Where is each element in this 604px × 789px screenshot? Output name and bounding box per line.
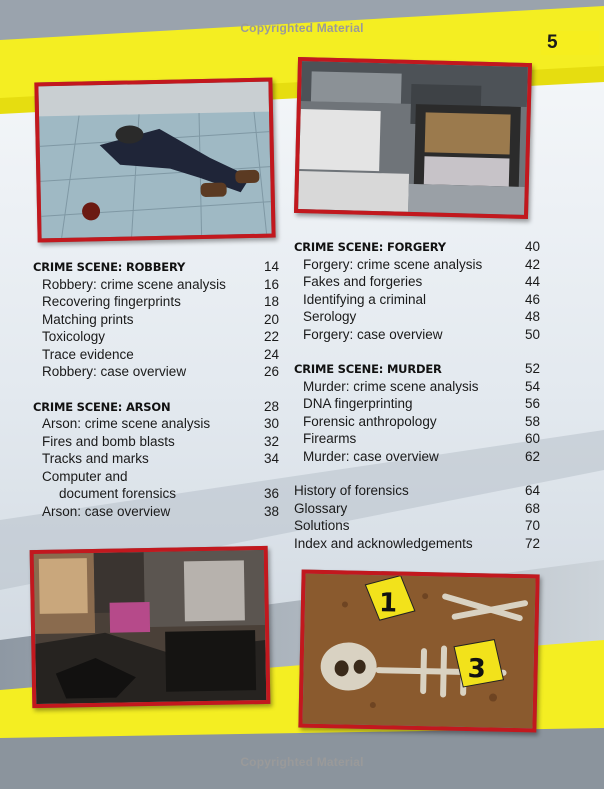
page-number-badge: 5 — [541, 31, 599, 55]
toc-item[interactable]: Fakes and forgeries 44 — [303, 274, 540, 289]
toc-item-glossary[interactable]: Glossary 68 — [294, 500, 540, 516]
toc-spacer — [294, 343, 540, 360]
toc-item[interactable]: Recovering fingerprints 18 — [42, 294, 279, 309]
toc-item[interactable]: Arson: crime scene analysis 30 — [42, 416, 279, 431]
toc-spacer — [33, 381, 279, 398]
toc-item[interactable]: Robbery: case overview 26 — [42, 364, 279, 379]
toc-item[interactable]: Arson: case overview 38 — [42, 503, 279, 519]
toc-right-column — [294, 238, 540, 552]
evidence-briefcase-photo — [294, 57, 532, 219]
burned-room-photo — [30, 546, 271, 708]
toc-item[interactable]: Forgery: crime scene analysis 42 — [303, 256, 540, 272]
toc-item[interactable]: Robbery: crime scene analysis 16 — [42, 276, 279, 292]
svg-text:3: 3 — [467, 654, 487, 685]
toc-item[interactable]: Fires and bomb blasts 32 — [42, 433, 279, 449]
toc-item-index[interactable]: Index and acknowledgements 72 — [294, 535, 540, 551]
toc-item[interactable]: Murder: case overview 62 — [303, 448, 540, 464]
toc-heading-murder[interactable]: CRIME SCENE: MURDER 52 — [294, 361, 540, 376]
toc-item-history[interactable]: History of forensics 64 — [294, 483, 540, 498]
toc-spacer — [294, 465, 540, 482]
toc-left-column — [33, 258, 279, 520]
svg-text:1: 1 — [378, 588, 398, 619]
toc-item-solutions[interactable]: Solutions 70 — [294, 518, 540, 533]
copyright-watermark-bottom: Copyrighted Material — [240, 755, 364, 769]
copyright-watermark-top: Copyrighted Material — [240, 21, 364, 35]
toc-item[interactable]: Forensic anthropology 58 — [303, 413, 540, 429]
toc-item[interactable]: Matching prints 20 — [42, 311, 279, 327]
toc-item[interactable]: Tracks and marks 34 — [42, 451, 279, 466]
toc-item[interactable]: Identifying a criminal 46 — [303, 291, 540, 307]
skeleton-evidence-photo — [298, 570, 539, 733]
toc-item[interactable]: Forgery: case overview 50 — [303, 326, 540, 342]
toc-item[interactable]: Computer and — [42, 468, 128, 484]
toc-item[interactable]: Toxicology 22 — [42, 329, 279, 344]
toc-heading-arson[interactable]: CRIME SCENE: ARSON 28 — [33, 398, 279, 414]
toc-item[interactable]: DNA fingerprinting 56 — [303, 396, 540, 411]
toc-heading-forgery[interactable]: CRIME SCENE: FORGERY 40 — [294, 239, 540, 254]
toc-item[interactable]: document forensics 36 — [59, 486, 279, 501]
toc-item[interactable]: Trace evidence 24 — [42, 346, 279, 362]
toc-heading-robbery[interactable]: CRIME SCENE: ROBBERY 14 — [33, 259, 279, 274]
crime-scene-body-photo — [34, 78, 275, 243]
toc-item[interactable]: Serology 48 — [303, 309, 540, 324]
toc-item[interactable]: Murder: crime scene analysis 54 — [303, 378, 540, 394]
toc-item[interactable]: Firearms 60 — [303, 431, 540, 446]
